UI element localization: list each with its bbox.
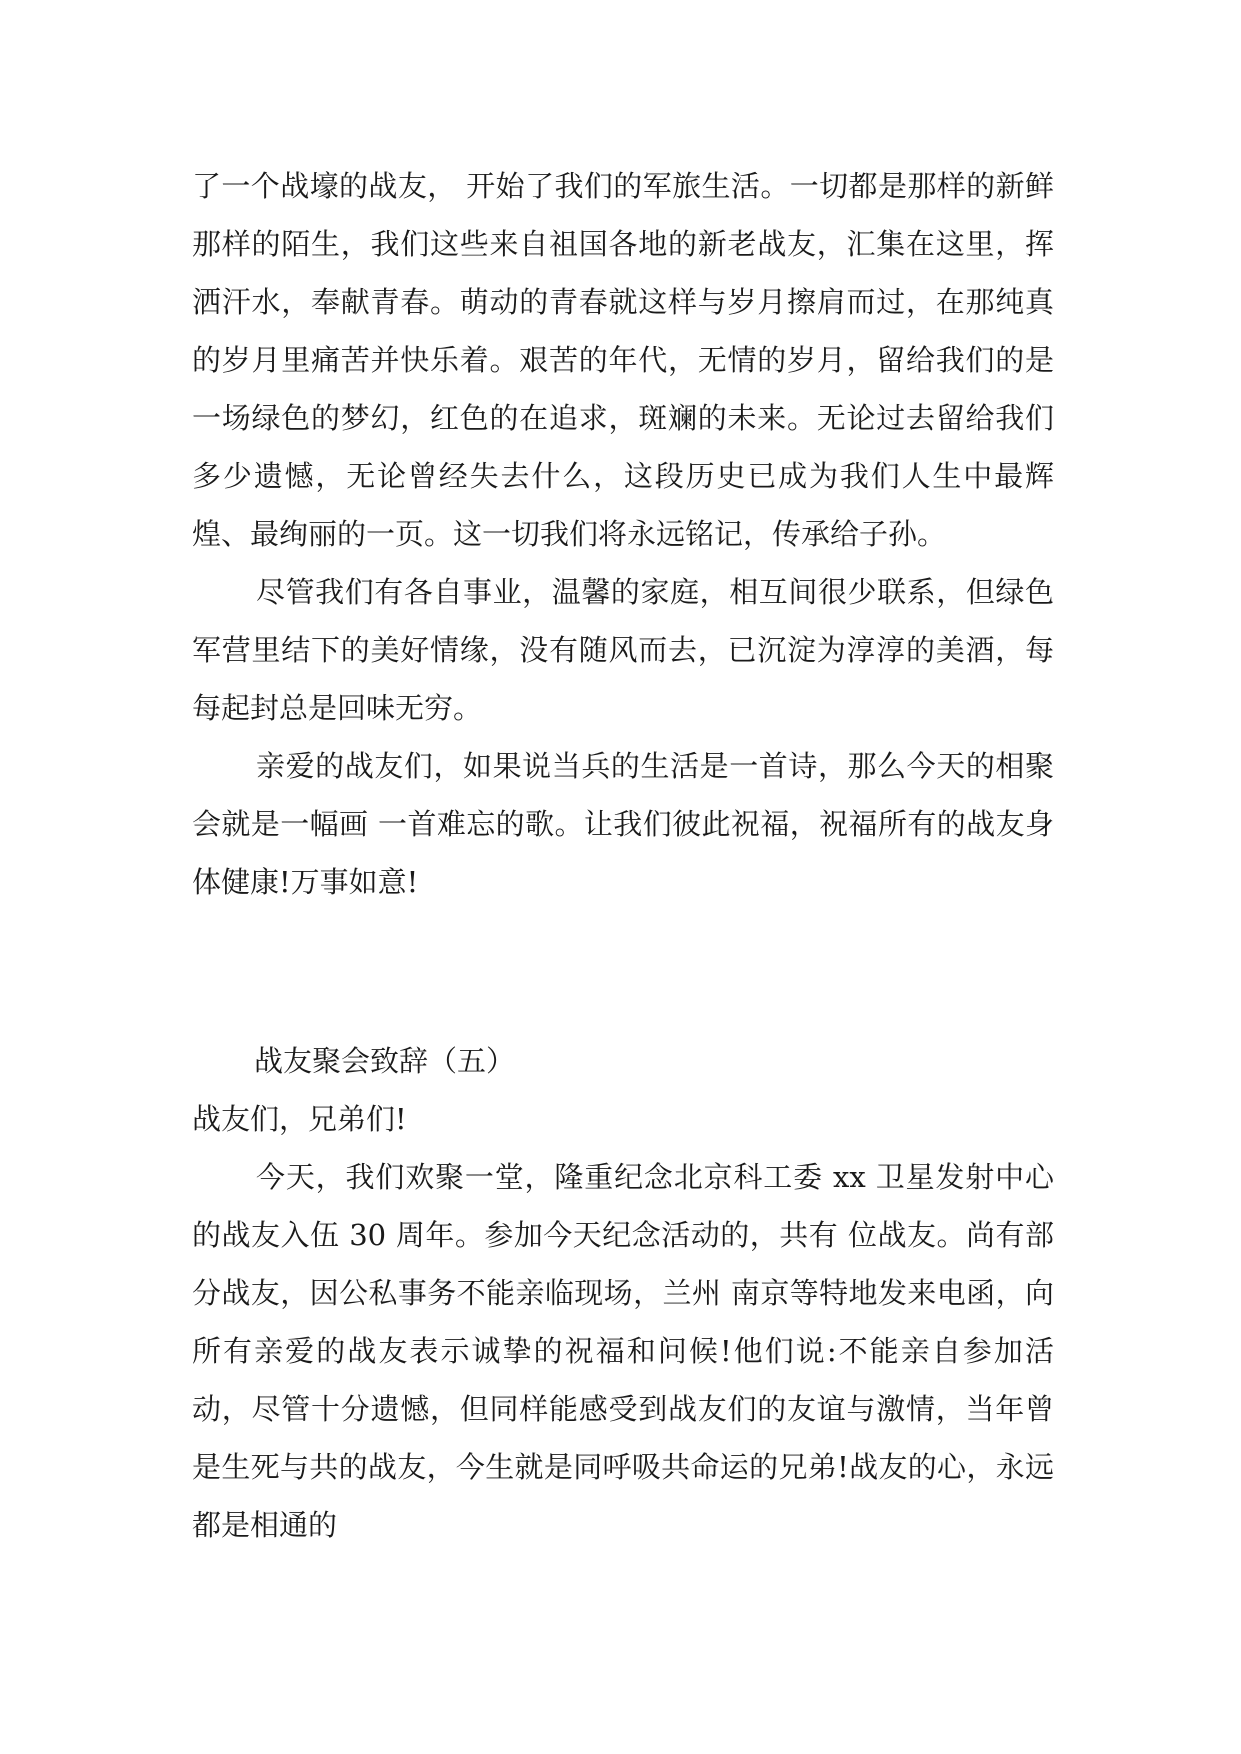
paragraph: 尽管我们有各自事业，温馨的家庭，相互间很少联系，但绿色军营里结下的美好情缘，没有随风而去，已沉淀为淳淳的美酒，每每起封总是回味无穷。 xyxy=(192,575,1054,725)
speech-part-2 xyxy=(192,1090,1054,1554)
section-heading: 战友聚会致辞（五） xyxy=(254,1044,516,1078)
paragraph: 亲爱的战友们，如果说当兵的生活是一首诗，那么今天的相聚会就是一幅画 一首难忘的歌。让我们彼此祝福，祝福所有的战友身体健康!万事如意! xyxy=(192,749,1054,899)
speech-part-1 xyxy=(192,157,1054,911)
salutation: 战友们，兄弟们! xyxy=(192,1102,407,1136)
paragraph: 今天，我们欢聚一堂，隆重纪念北京科工委 xx 卫星发射中心的战友入伍 30 周年。参加今天纪念活动的，共有 位战友。尚有部分战友，因公私事务不能亲临现场，兰州 南京等特地发来电函，向所有亲爱的战友表示诚挚的祝福和问候!他们说:不能亲自参加活动，尽管十分遗憾，但同样能感受到战友们的友谊与激情，当年曾是生死与共的战友，今生就是同呼吸共命运的兄弟!战友的心，永远都是相通的 xyxy=(192,1160,1054,1542)
paragraph-continuation: 了一个战壕的战友， 开始了我们的军旅生活。一切都是那样的新鲜那样的陌生，我们这些来自祖国各地的新老战友，汇集在这里，挥洒汗水，奉献青春。萌动的青春就这样与岁月擦肩而过，在那纯真的岁月里痛苦并快乐着。艰苦的年代，无情的岁月，留给我们的是一场绿色的梦幻，红色的在追求，斑斓的未来。无论过去留给我们多少遗憾，无论曾经失去什么，这段历史已成为我们人生中最辉煌、最绚丽的一页。这一切我们将永远铭记，传承给子孙。 xyxy=(192,169,1054,551)
